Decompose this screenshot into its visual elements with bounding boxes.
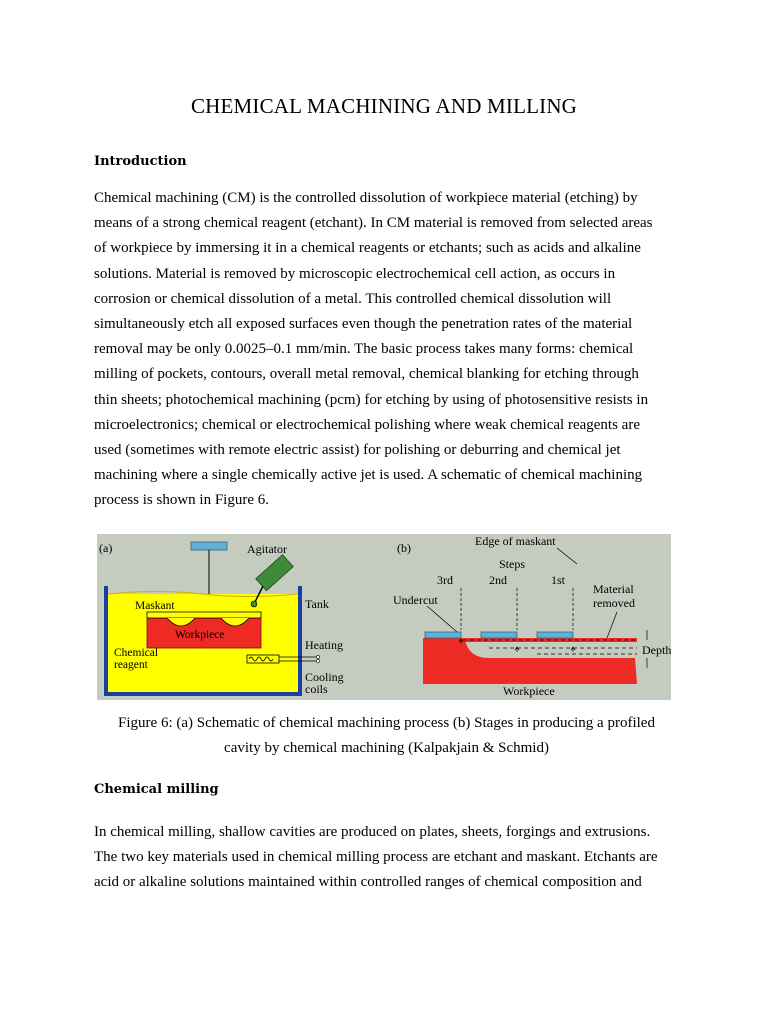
depth-label: Depth xyxy=(642,643,671,657)
maskant-plate-1 xyxy=(425,632,461,638)
paragraph-line: thin sheets; photochemical machining (pcm) for etching by using of photosensitive resists in xyxy=(94,391,649,408)
workpiece-label: Workpiece xyxy=(175,629,225,641)
undercut-pointer xyxy=(427,606,457,632)
step-2nd-label: 2nd xyxy=(489,573,507,587)
tank-label: Tank xyxy=(305,597,329,611)
heating-element xyxy=(247,655,279,663)
milling-paragraph xyxy=(94,820,679,896)
material-removed-line1: Material xyxy=(593,582,634,596)
reagent-label-line2: reagent xyxy=(114,659,148,671)
paragraph-line: machining where a single chemically active jet is used. A schematic of chemical machining xyxy=(94,467,643,484)
undercut-label: Undercut xyxy=(393,593,438,607)
cooling-label-line2: coils xyxy=(305,682,328,696)
paragraph-line: process is shown in Figure 6. xyxy=(94,492,269,509)
paragraph-line: corrosion or chemical dissolution of a metal. This controlled chemical dissolution will xyxy=(94,290,612,307)
paragraph-line: solutions. Material is removed by microscopic electrochemical cell action, as occurs in xyxy=(94,265,616,282)
paragraph-line: In chemical milling, shallow cavities are produced on plates, sheets, forgings and extrusions. xyxy=(94,824,651,840)
paragraph-line: milling of pockets, contours, overall metal removal, chemical blanking for etching through xyxy=(94,366,639,383)
step-1st-label: 1st xyxy=(551,573,566,587)
figure-6 xyxy=(97,534,671,700)
figure-6-svg xyxy=(97,534,671,700)
material-removed-line2: removed xyxy=(593,596,635,610)
heating-label: Heating xyxy=(305,638,343,652)
paragraph-line: acid or alkaline solutions maintained within controlled ranges of chemical composition and xyxy=(94,874,642,891)
panel-b-tag: (b) xyxy=(397,541,411,555)
maskant-plate-2 xyxy=(481,632,517,638)
agitator-motor xyxy=(191,542,227,550)
figure-caption xyxy=(94,711,679,761)
workpiece-b-label: Workpiece xyxy=(503,684,555,698)
material-pointer xyxy=(607,612,617,638)
paragraph-line: Chemical machining (CM) is the controlled dissolution of workpiece material (etching) by xyxy=(94,190,638,206)
workpiece-profile xyxy=(423,640,637,684)
paragraph-line: means of a strong chemical reagent (etchant). In CM material is removed from selected areas xyxy=(94,215,653,232)
paragraph-line: used (sometimes with remote electric assist) for polishing or deburring and chemical jet xyxy=(94,442,621,459)
paragraph-line: of workpiece by immersing it in a chemical reagents or etchants; such as acids and alkaline xyxy=(94,240,641,257)
agitator-stirrer xyxy=(256,555,293,591)
terminal-bottom xyxy=(316,659,319,662)
intro-paragraph xyxy=(94,186,679,514)
cooling-label-line1: Cooling xyxy=(305,670,344,684)
step-3rd-label: 3rd xyxy=(437,573,453,587)
reagent-label-line1: Chemical xyxy=(114,647,159,659)
edge-of-maskant-label: Edge of maskant xyxy=(475,534,556,548)
steps-label: Steps xyxy=(499,557,526,571)
maskant-plate-3 xyxy=(537,632,573,638)
maskant-label: Maskant xyxy=(135,600,175,612)
edge-pointer xyxy=(557,548,577,564)
section-heading-introduction: Introduction xyxy=(94,154,187,169)
section-heading-chemical-milling: Chemical milling xyxy=(94,782,219,797)
stirrer-blade xyxy=(251,601,257,607)
paragraph-line: microelectronics; chemical or electrochemical polishing where weak chemical reagents are xyxy=(94,416,640,433)
caption-line: cavity by chemical machining (Kalpakjain & Schmid) xyxy=(224,740,549,756)
terminal-top xyxy=(316,655,319,658)
agitator-label: Agitator xyxy=(247,542,287,556)
paragraph-line: removal may be only 0.0025–0.1 mm/min. The basic process takes many forms: chemical xyxy=(94,341,634,358)
page-title: CHEMICAL MACHINING AND MILLING xyxy=(190,94,578,118)
panel-a-tag: (a) xyxy=(99,541,113,555)
paragraph-line: simultaneously etch all exposed surfaces even though the penetration rates of the material xyxy=(94,316,633,333)
paragraph-line: The two key materials used in chemical milling process are etchant and maskant. Etchants are xyxy=(94,849,658,866)
caption-line: Figure 6: (a) Schematic of chemical machining process (b) Stages in producing a profiled xyxy=(118,715,655,731)
maskant-layer xyxy=(147,612,261,618)
